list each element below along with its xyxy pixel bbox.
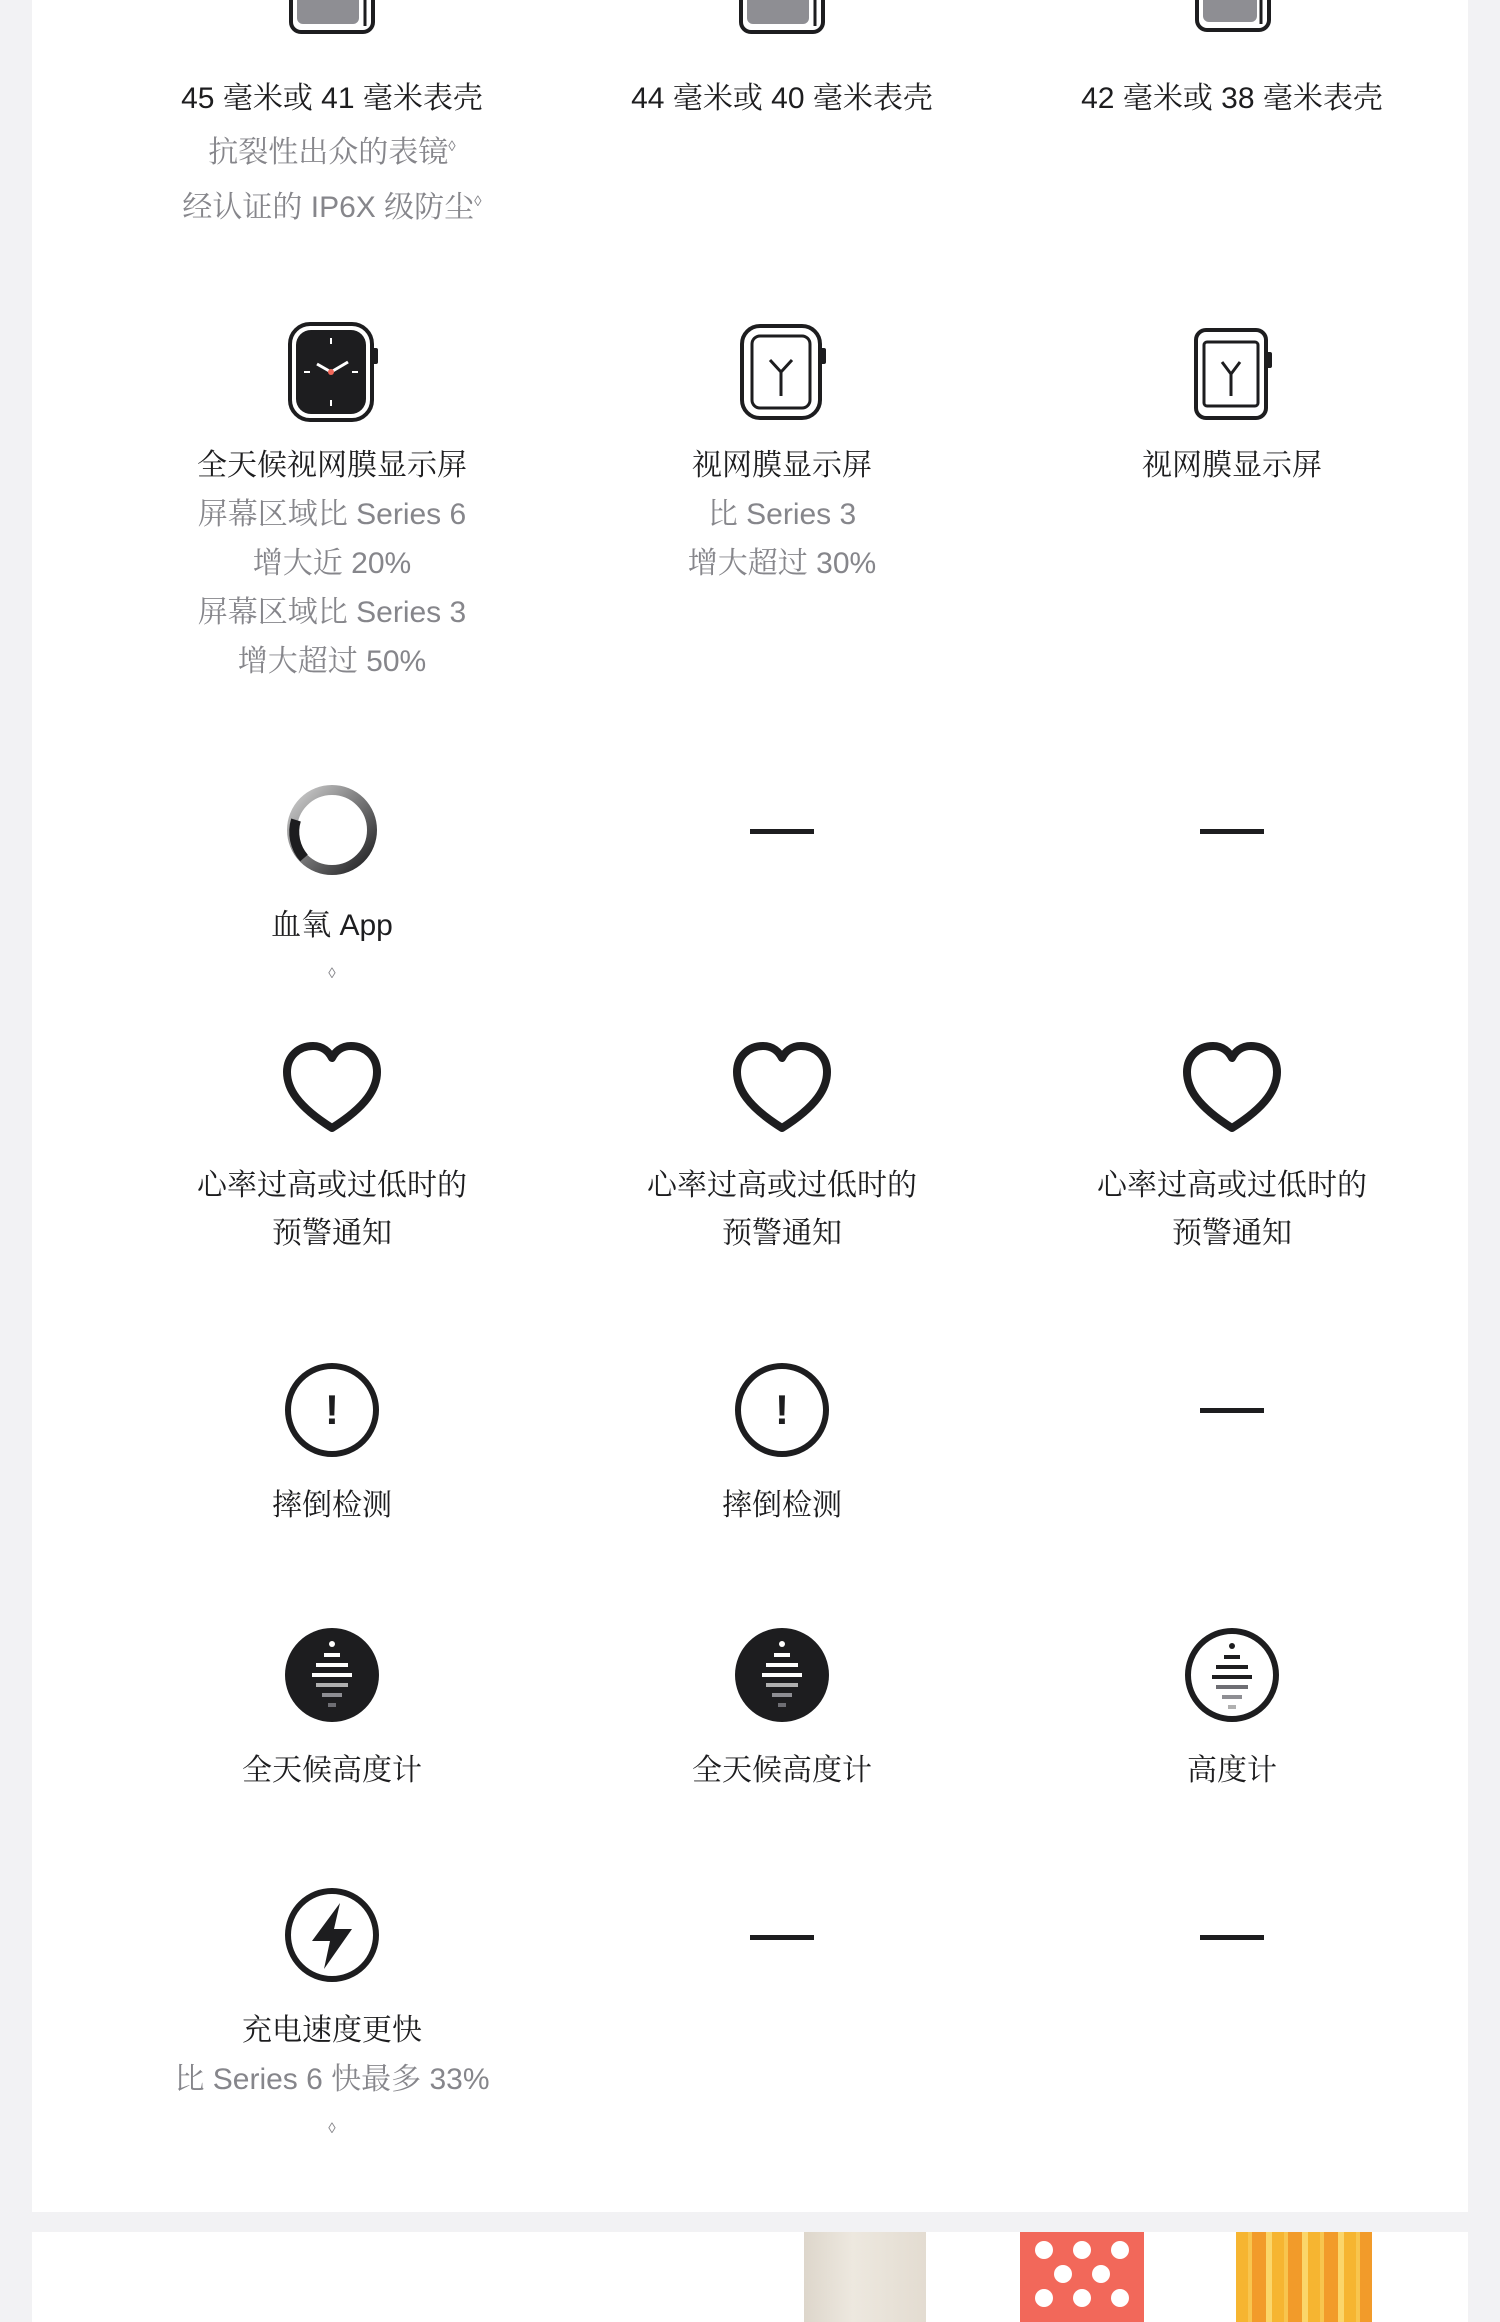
charging-col-s7 — [107, 1885, 557, 2137]
fall-detection-col-s3 — [1007, 1360, 1457, 1460]
charging-title: 充电速度更快 — [242, 2014, 422, 2047]
watch-display-icon — [1182, 324, 1282, 424]
display-subtext: 屏幕区域比 Series 6 增大近 20% 屏幕区域比 Series 3 增大超过 50% — [197, 498, 467, 678]
altimeter-title: 全天候高度计 — [242, 1754, 422, 1787]
comparison-card — [32, 0, 1468, 2212]
altimeter-title: 全天候高度计 — [692, 1754, 872, 1787]
display-title: 视网膜显示屏 — [692, 449, 872, 482]
display-col-s7 — [107, 320, 557, 700]
charging-subtext: 比 Series 6 快最多 33% ◊ — [174, 2063, 490, 2137]
altimeter-col-s7 — [107, 1625, 557, 1795]
blood-oxygen-col-s7 — [107, 780, 557, 982]
case-title: 42 毫米或 38 毫米表壳 — [1081, 82, 1383, 115]
display-subtext: 比 Series 3 增大超过 30% — [687, 498, 877, 580]
band-holes-pattern — [1020, 2232, 1144, 2322]
heart-rate-title: 心率过高或过低时的 预警通知 — [1097, 1169, 1367, 1250]
heart-icon — [277, 1040, 387, 1140]
heart-rate-title: 心率过高或过低时的 预警通知 — [647, 1169, 917, 1250]
charging-col-s3 — [1007, 1885, 1457, 1985]
exclamation-circle-icon — [282, 1360, 382, 1460]
exclamation-circle-icon — [732, 1360, 832, 1460]
case-col-se — [557, 0, 1007, 230]
heart-rate-col-s7 — [107, 1040, 557, 1260]
fall-detection-col-se — [557, 1360, 1007, 1530]
lightning-bolt-icon — [282, 1885, 382, 1985]
svg-text:!: ! — [325, 1386, 339, 1433]
case-col-s3 — [1007, 0, 1457, 230]
display-col-s3 — [1007, 320, 1457, 520]
watch-display-icon — [282, 320, 382, 424]
not-available-dash — [750, 829, 814, 834]
band-image-coral-sport[interactable] — [1020, 2232, 1144, 2322]
not-available-dash — [1200, 829, 1264, 834]
blood-oxygen-col-s3 — [1007, 780, 1457, 880]
charging-col-se — [557, 1885, 1007, 1985]
watch-case-icon — [277, 0, 387, 50]
altimeter-icon — [732, 1625, 832, 1725]
case-title: 44 毫米或 40 毫米表壳 — [631, 82, 933, 115]
altimeter-col-se — [557, 1625, 1007, 1795]
band-image-sport-loop[interactable] — [1236, 2232, 1372, 2322]
fall-detection-col-s7 — [107, 1360, 557, 1530]
heart-icon — [1177, 1040, 1287, 1140]
display-col-se — [557, 320, 1007, 620]
watch-case-icon — [1177, 0, 1287, 50]
heart-icon — [727, 1040, 837, 1140]
heart-rate-title: 心率过高或过低时的 预警通知 — [197, 1169, 467, 1250]
blood-oxygen-title: 血氧 App ◊ — [271, 909, 393, 982]
watch-case-icon — [727, 0, 837, 50]
case-title: 45 毫米或 41 毫米表壳 — [181, 82, 483, 115]
not-available-dash — [1200, 1935, 1264, 1940]
case-subtext: 抗裂性出众的表镜◊ 经认证的 IP6X 级防尘◊ — [182, 136, 482, 224]
fall-detection-title: 摔倒检测 — [272, 1489, 392, 1522]
display-title: 视网膜显示屏 — [1142, 449, 1322, 482]
heart-rate-col-s3 — [1007, 1040, 1457, 1260]
heart-rate-col-se — [557, 1040, 1007, 1260]
bands-preview-strip — [32, 2232, 1468, 2322]
not-available-dash — [750, 1935, 814, 1940]
case-col-s7 — [107, 0, 557, 230]
not-available-dash — [1200, 1408, 1264, 1413]
blood-oxygen-col-se — [557, 780, 1007, 880]
band-image-starlight[interactable] — [804, 2232, 926, 2322]
blood-oxygen-ring-icon — [282, 780, 382, 880]
altimeter-col-s3 — [1007, 1625, 1457, 1795]
altimeter-icon — [1182, 1625, 1282, 1725]
fall-detection-title: 摔倒检测 — [722, 1489, 842, 1522]
svg-text:!: ! — [775, 1386, 789, 1433]
watch-display-icon — [732, 320, 832, 424]
display-title: 全天候视网膜显示屏 — [197, 449, 467, 482]
altimeter-title: 高度计 — [1187, 1754, 1277, 1787]
altimeter-icon — [282, 1625, 382, 1725]
